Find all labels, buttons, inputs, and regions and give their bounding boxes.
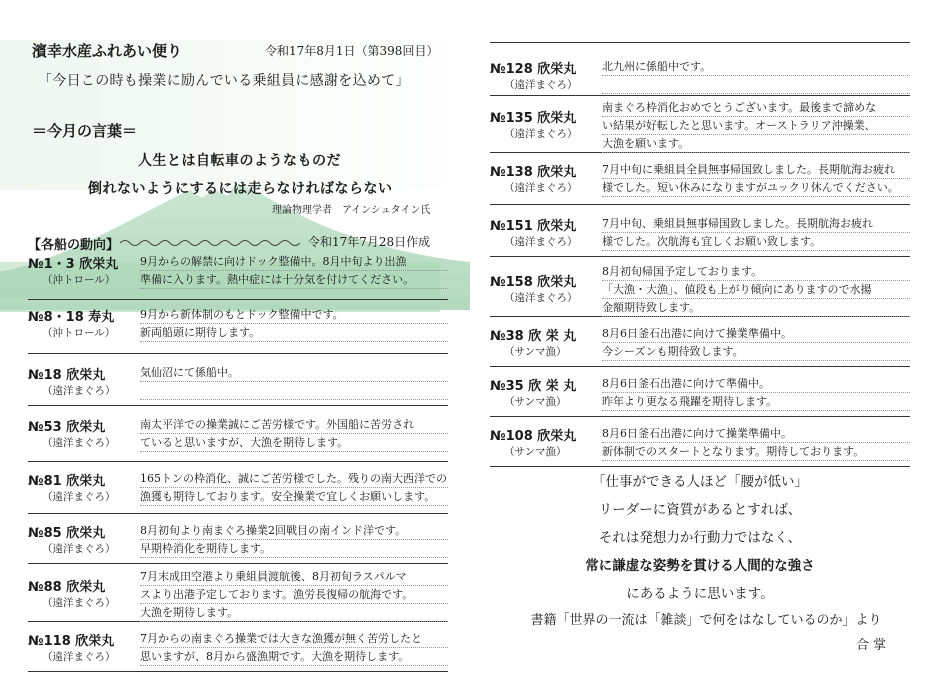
closing-message <box>490 468 910 634</box>
ship-entry <box>490 205 910 257</box>
ship-entry <box>28 354 448 406</box>
ship-name: №138 欣栄丸 <box>490 165 577 180</box>
message-line: 「大漁・大漁」、値段も上がり傾向にありますので水揚 <box>602 281 910 299</box>
ship-entry <box>28 564 448 622</box>
message-line: 今シーズンも期待致します。 <box>602 343 910 361</box>
ship-type: （遠洋まぐろ） <box>42 491 116 503</box>
ship-type: （サンマ漁） <box>504 446 567 458</box>
message-line: 新体制でのスタートとなります。期待しております。 <box>602 443 910 461</box>
quote-author: 理論物理学者 アインシュタイン氏 <box>272 205 431 216</box>
ship-name: №53 欣栄丸 <box>28 420 106 435</box>
closing-line-5: にあるように思います。 <box>626 586 774 602</box>
gassho-signoff: 合掌 <box>856 638 891 653</box>
message-line: 大漁を期待します。 <box>140 604 448 622</box>
ship-entry <box>490 153 910 205</box>
quote-line-1: 人生とは自転車のようなものだ <box>138 153 341 169</box>
ship-entry <box>28 622 448 672</box>
message-line: 南まぐろ枠消化おめでとうございます。最後まで諦めな <box>602 99 910 117</box>
ship-entry <box>490 417 910 467</box>
closing-source: 書籍「世界の一流は「雑談」で何をはなしているのか」より <box>530 613 882 628</box>
message-line: 新両船頭に期待します。 <box>140 324 448 342</box>
ship-type: （遠洋まぐろ） <box>504 128 578 140</box>
message-line: 金額期待致します。 <box>602 299 910 317</box>
ship-entry <box>490 317 910 367</box>
ship-type: （遠洋まぐろ） <box>42 437 116 449</box>
message-line: 9月からの解禁に向けドック整備中。8月中旬より出漁 <box>140 253 448 271</box>
top-rule <box>490 42 910 43</box>
ship-name: №128 欣栄丸 <box>490 62 577 77</box>
ship-type: （遠洋まぐろ） <box>42 597 116 609</box>
ship-entry <box>28 514 448 564</box>
ship-type: （遠洋まぐろ） <box>504 182 578 194</box>
ship-type: （遠洋まぐろ） <box>42 651 116 663</box>
ship-name: №118 欣栄丸 <box>28 634 115 649</box>
ship-entry <box>490 257 910 317</box>
wavy-divider <box>120 238 300 248</box>
ship-entry <box>28 300 448 354</box>
message-line: 7月中旬に乗組員全員無事帰国致しました。長期航海お疲れ <box>602 161 910 179</box>
ship-name: №85 欣栄丸 <box>28 526 106 541</box>
ship-name: №18 欣栄丸 <box>28 368 106 383</box>
message-line: い結果が好転したと思います。オーストラリア沖操業、 <box>602 117 910 135</box>
message-line: ていると思いますが、大漁を期待します。 <box>140 434 448 452</box>
message-line: 7月中旬、乗組員無事帰国致しました。長期航海お疲れ <box>602 215 910 233</box>
closing-line-4: 常に謙虚な姿勢を貫ける人間的な強さ <box>585 558 815 574</box>
ship-movements-heading: 【各船の動向】 <box>28 238 120 253</box>
message-line: 8月初旬より南まぐろ操業2回戦目の南インド洋です。 <box>140 522 448 540</box>
ship-type: （遠洋まぐろ） <box>42 385 116 397</box>
message-line: 漁獲も期待しております。安全操業で宜しくお願いします。 <box>140 488 448 506</box>
monthly-words-heading: ＝今月の言葉＝ <box>32 122 138 140</box>
message-line: 昨年より更なる飛躍を期待します。 <box>602 393 910 411</box>
newsletter-subtitle: 「今日この時も操業に励んでいる乗組員に感謝を込めて」 <box>38 73 410 89</box>
ship-entry <box>490 46 910 96</box>
message-line: 様でした。短い休みになりますがユックリ休んでください。 <box>602 179 910 197</box>
ship-type: （遠洋まぐろ） <box>504 292 578 304</box>
ship-name: №38 欣 栄 丸 <box>490 329 577 344</box>
message-line: 気仙沼にて係船中。 <box>140 364 448 382</box>
message-line: 8月6日釜石出港に向けて操業準備中。 <box>602 425 910 443</box>
closing-line-3: それは発想力か行動力ではなく、 <box>598 530 802 546</box>
message-line: 8月初旬帰国予定しております。 <box>602 263 910 281</box>
ship-entry <box>28 253 448 300</box>
left-ship-list <box>28 253 448 672</box>
ship-name: №158 欣栄丸 <box>490 275 577 290</box>
ship-entry <box>490 367 910 417</box>
message-line: 7月末成田空港より乗組員渡航後、8月初旬ラスパルマ <box>140 568 448 586</box>
ship-entry <box>490 96 910 153</box>
ship-type: （沖トロール） <box>42 327 116 339</box>
ship-name: №81 欣栄丸 <box>28 474 106 489</box>
message-line: 7月からの南まぐろ操業では大きな漁獲が無く苦労したと <box>140 630 448 648</box>
ship-name: №108 欣栄丸 <box>490 429 577 444</box>
ship-type: （沖トロール） <box>42 274 116 286</box>
right-ship-list <box>490 42 910 467</box>
quote-line-2: 倒れないようにするには走らなければならない <box>88 181 393 197</box>
ship-name: №135 欣栄丸 <box>490 111 577 126</box>
message-line: 大漁を願います。 <box>602 135 910 153</box>
ship-name: №8・18 寿丸 <box>28 310 115 325</box>
message-line <box>140 382 448 400</box>
message-line: 北九州に係船中です。 <box>602 58 910 76</box>
ship-entry <box>28 406 448 462</box>
ship-entry <box>28 462 448 514</box>
closing-line-2: リーダーに資質があるとすれば、 <box>598 502 802 518</box>
ship-type: （遠洋まぐろ） <box>504 236 578 248</box>
message-line: 165トンの枠消化、誠にご苦労様でした。残りの南大西洋での <box>140 470 448 488</box>
message-line: スより出港予定しております。漁労長復帰の航海です。 <box>140 586 448 604</box>
ship-type: （遠洋まぐろ） <box>504 79 578 91</box>
message-line: 南太平洋での操業誠にご苦労様です。外国船に苦労され <box>140 416 448 434</box>
ship-name: №1・3 欣栄丸 <box>28 257 119 272</box>
message-line: 様でした。次航海も宜しくお願い致します。 <box>602 233 910 251</box>
message-line: 早期枠消化を期待します。 <box>140 540 448 558</box>
ship-name: №88 欣栄丸 <box>28 580 106 595</box>
ship-type: （サンマ漁） <box>504 396 567 408</box>
message-line: 準備に入ります。熱中症には十分気を付けてください。 <box>140 271 448 289</box>
movements-date: 令和17年7月28日作成 <box>308 235 431 249</box>
closing-line-1: 「仕事ができる人ほど「腰が低い」 <box>592 474 808 490</box>
message-line: 思いますが、8月から盛漁期です。大漁を期待します。 <box>140 648 448 666</box>
ship-type: （遠洋まぐろ） <box>42 543 116 555</box>
newsletter-title: 濱幸水産ふれあい便り <box>32 42 183 60</box>
message-line <box>602 76 910 94</box>
message-line: 8月6日釜石出港に向けて操業準備中。 <box>602 325 910 343</box>
message-line: 8月6日釜石出港に向けて準備中。 <box>602 375 910 393</box>
ship-type: （サンマ漁） <box>504 346 567 358</box>
ship-name: №35 欣 栄 丸 <box>490 379 577 394</box>
message-line: 9月から新体制のもとドック整備中です。 <box>140 306 448 324</box>
issue-date: 令和17年8月1日（第398回目） <box>265 44 439 58</box>
ship-name: №151 欣栄丸 <box>490 219 577 234</box>
